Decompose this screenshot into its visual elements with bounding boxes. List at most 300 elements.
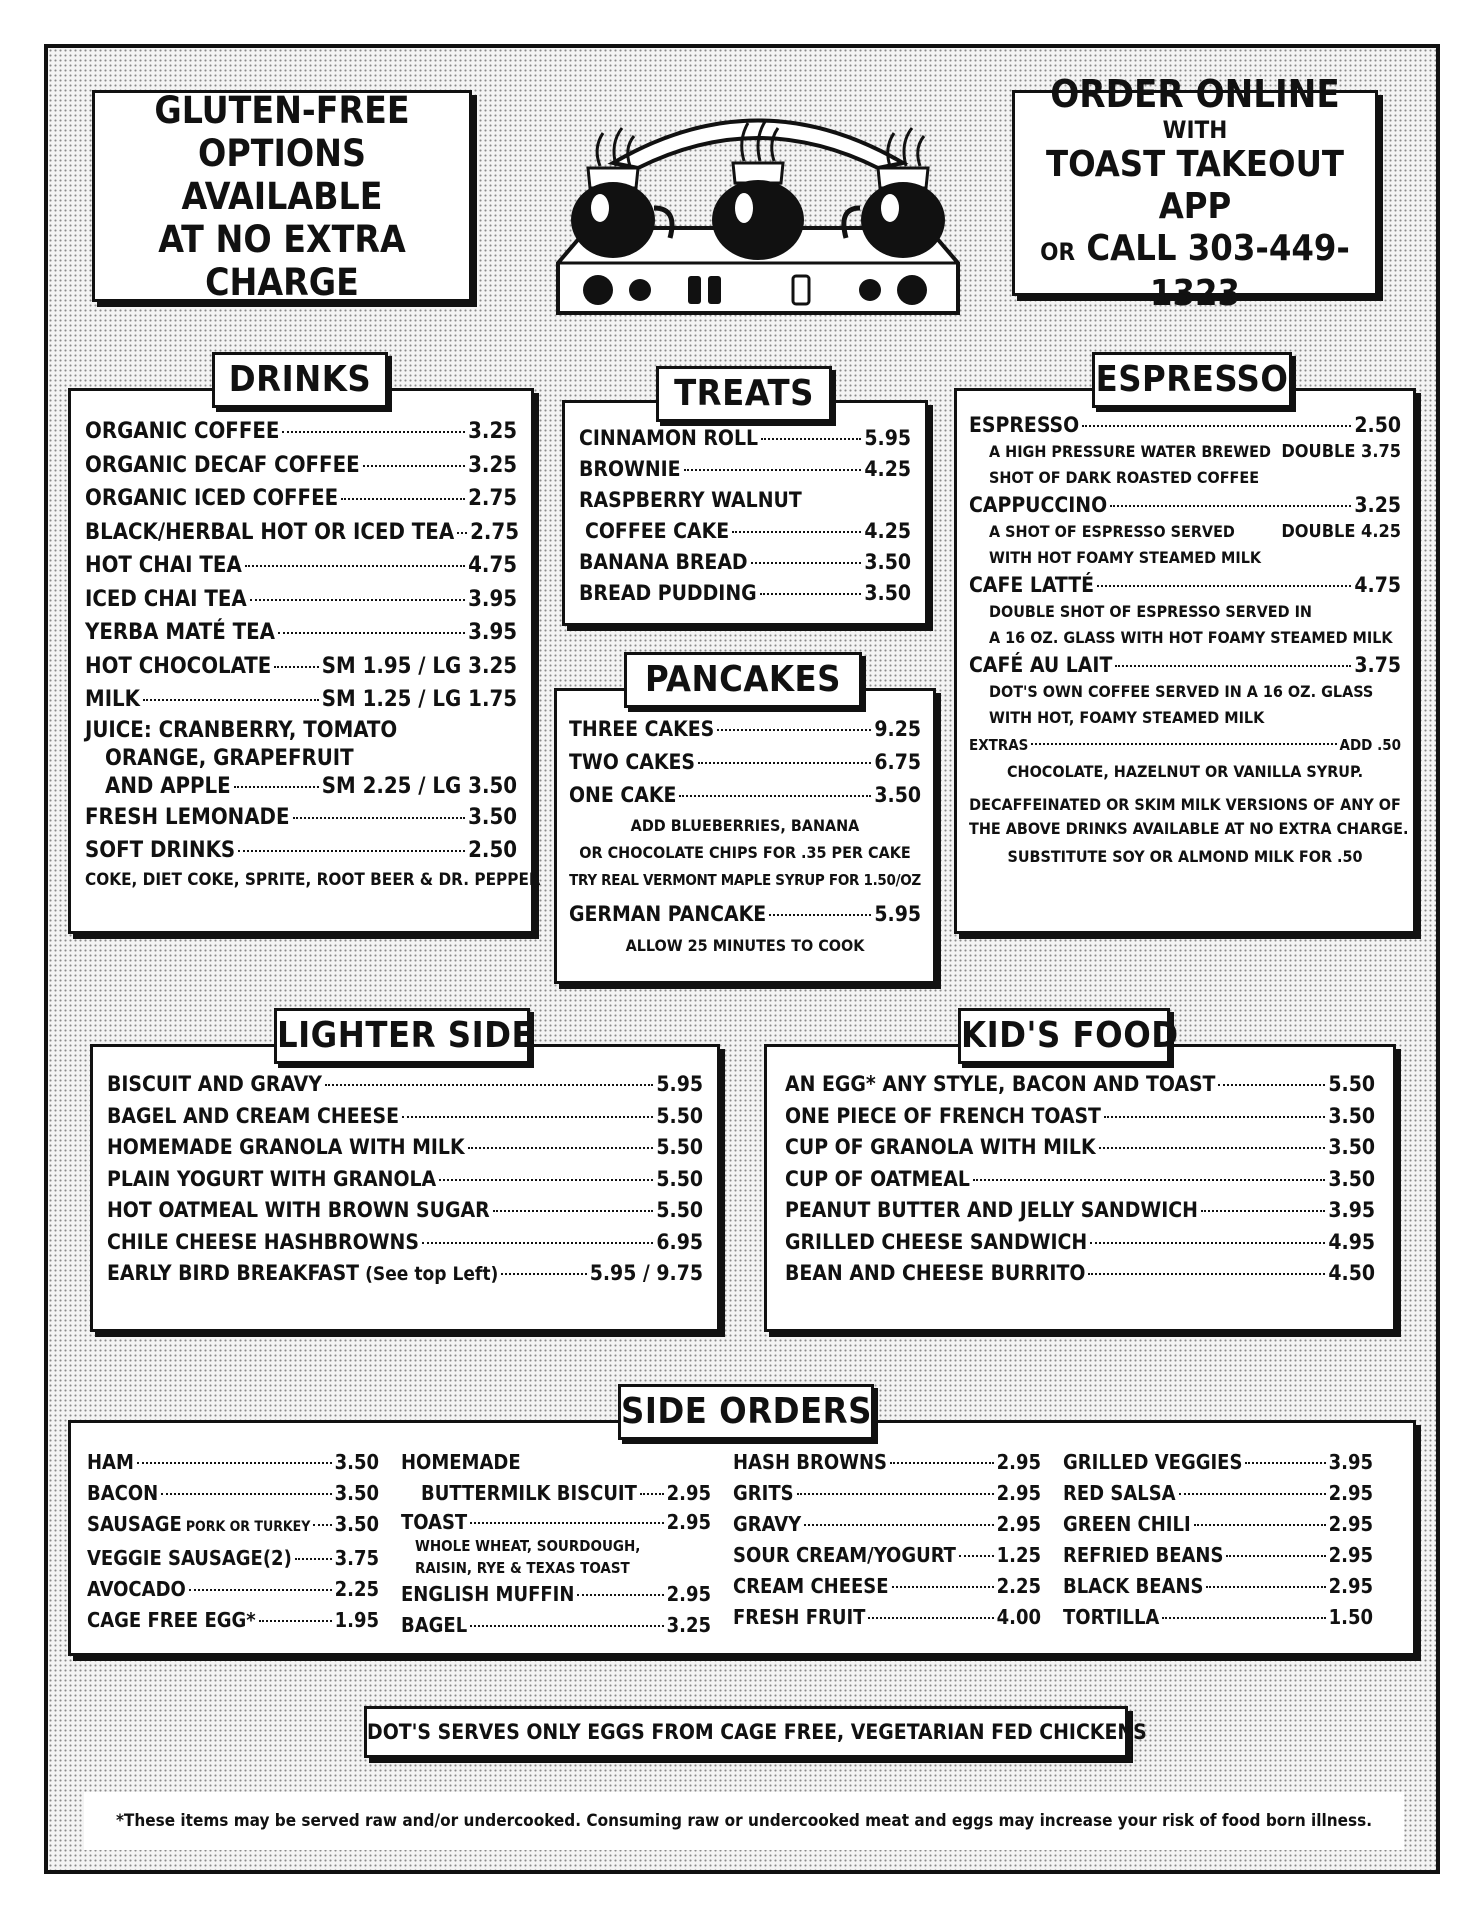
leader-dots bbox=[1090, 1242, 1325, 1244]
lighter-item bbox=[107, 1227, 703, 1259]
item-name: BLACK/HERBAL HOT OR ICED TEA bbox=[85, 519, 455, 545]
item-name: HOT CHOCOLATE bbox=[85, 653, 272, 679]
side-item bbox=[1063, 1447, 1373, 1478]
item-price: 3.50 bbox=[864, 550, 911, 574]
latte-desc-2: A 16 OZ. GLASS WITH HOT FOAMY STEAMED MILK bbox=[989, 628, 1393, 647]
item-price: 5.50 bbox=[656, 1166, 703, 1191]
item-name: CHILE CHEESE HASHBROWNS bbox=[107, 1229, 419, 1254]
item-name: ENGLISH MUFFIN bbox=[401, 1582, 575, 1606]
item-name: ONE PIECE OF FRENCH TOAST bbox=[785, 1103, 1101, 1128]
side-item bbox=[87, 1605, 379, 1636]
leader-dots bbox=[890, 1462, 994, 1464]
item-price: 3.50 bbox=[334, 1450, 379, 1474]
item-name: ESPRESSO bbox=[969, 413, 1080, 437]
leader-dots bbox=[439, 1179, 653, 1181]
leader-dots bbox=[363, 465, 466, 467]
item-name: CUP OF OATMEAL bbox=[785, 1166, 970, 1191]
drinks-item bbox=[85, 616, 517, 650]
leader-dots bbox=[797, 1493, 994, 1495]
item-price: ADD .50 bbox=[1339, 736, 1401, 754]
item-name: REFRIED BEANS bbox=[1063, 1543, 1224, 1567]
coffee-pots-illustration bbox=[518, 68, 998, 328]
leader-dots bbox=[402, 1116, 653, 1118]
espresso-item bbox=[969, 571, 1401, 599]
juice-line-2: ORANGE, GRAPEFRUIT bbox=[105, 745, 354, 771]
item-price: 1.50 bbox=[1328, 1605, 1373, 1629]
espresso-title: ESPRESSO bbox=[1092, 352, 1292, 408]
espresso-item bbox=[969, 651, 1401, 679]
treats-item bbox=[579, 516, 911, 547]
leader-dots bbox=[973, 1179, 1325, 1181]
item-name: PEANUT BUTTER AND JELLY SANDWICH bbox=[785, 1198, 1198, 1222]
side-orders-column-1 bbox=[87, 1447, 379, 1653]
side-orders-section bbox=[68, 1420, 1416, 1656]
item-price: 3.95 bbox=[468, 586, 517, 612]
item-price: 2.95 bbox=[1328, 1543, 1373, 1567]
leader-dots bbox=[684, 469, 862, 471]
item-name: SOFT DRINKS bbox=[85, 838, 236, 863]
item-price: 3.50 bbox=[1328, 1166, 1375, 1191]
kids-food-title: KID'S FOOD bbox=[958, 1008, 1170, 1064]
side-item bbox=[1063, 1478, 1373, 1509]
pancakes-title: PANCAKES bbox=[624, 652, 862, 708]
leader-dots bbox=[1104, 1116, 1325, 1118]
item-price: 3.95 bbox=[1328, 1198, 1375, 1222]
homemade-label: HOMEMADE bbox=[401, 1450, 521, 1474]
item-price: 6.75 bbox=[874, 750, 921, 774]
item-name: GREEN CHILI bbox=[1063, 1512, 1191, 1536]
item-price: 3.25 bbox=[1354, 493, 1401, 517]
leader-dots bbox=[732, 531, 861, 533]
drinks-item bbox=[85, 773, 517, 801]
espresso-item bbox=[969, 731, 1401, 759]
drinks-item bbox=[85, 683, 517, 717]
side-item bbox=[1063, 1540, 1373, 1571]
side-item bbox=[733, 1540, 1041, 1571]
item-name: ICED CHAI TEA bbox=[85, 586, 247, 612]
item-name: CAGE FREE EGG* bbox=[87, 1608, 256, 1632]
drinks-title: DRINKS bbox=[212, 352, 388, 408]
pancake-note-4: ALLOW 25 MINUTES TO COOK bbox=[625, 936, 865, 955]
leader-dots bbox=[1206, 1586, 1325, 1588]
side-item bbox=[733, 1571, 1041, 1602]
espresso-item bbox=[969, 411, 1401, 439]
item-name: BISCUIT AND GRAVY bbox=[107, 1072, 322, 1096]
item-price: 4.75 bbox=[468, 553, 517, 578]
item-price: 2.95 bbox=[666, 1510, 711, 1534]
menu-page bbox=[44, 44, 1440, 1874]
kids-item bbox=[785, 1258, 1375, 1290]
item-name: ORGANIC ICED COFFEE bbox=[85, 486, 339, 511]
treats-item bbox=[579, 454, 911, 485]
leader-dots bbox=[717, 729, 871, 731]
leader-dots bbox=[274, 666, 318, 668]
item-price: 5.50 bbox=[656, 1135, 703, 1159]
item-name: SAUSAGE bbox=[87, 1512, 182, 1536]
treats-item bbox=[579, 547, 911, 578]
leader-dots bbox=[137, 1462, 332, 1464]
item-name: GERMAN PANCAKE bbox=[569, 902, 767, 926]
toast-note-2: RAISIN, RYE & TEXAS TOAST bbox=[415, 1559, 630, 1577]
item-price: 3.75 bbox=[334, 1546, 379, 1570]
leader-dots bbox=[751, 562, 862, 564]
side-item bbox=[87, 1509, 379, 1543]
order-online-line-1: ORDER ONLINE bbox=[1050, 71, 1340, 116]
pancake-note-2: OR CHOCOLATE CHIPS FOR .35 PER CAKE bbox=[579, 843, 911, 862]
leader-dots bbox=[161, 1493, 331, 1495]
item-price: 3.95 bbox=[1328, 1450, 1373, 1474]
cappuccino-desc bbox=[969, 519, 1401, 545]
side-item bbox=[401, 1579, 711, 1610]
lighter-side-section bbox=[90, 1044, 720, 1332]
side-orders-column-4 bbox=[1063, 1447, 1373, 1653]
side-item bbox=[733, 1447, 1041, 1478]
side-item bbox=[1063, 1509, 1373, 1540]
item-name: COFFEE CAKE bbox=[585, 519, 730, 543]
sausage-note: PORK OR TURKEY bbox=[185, 1519, 311, 1535]
item-price: 5.95 bbox=[874, 902, 921, 926]
leader-dots bbox=[295, 1558, 332, 1560]
espresso-desc-1: A HIGH PRESSURE WATER BREWED bbox=[989, 442, 1271, 461]
early-bird-note: (See top Left) bbox=[365, 1263, 499, 1285]
drinks-item bbox=[85, 449, 517, 483]
item-name: GRILLED CHEESE SANDWICH bbox=[785, 1229, 1088, 1254]
item-price: 4.50 bbox=[1328, 1261, 1375, 1285]
toast-note-1: WHOLE WHEAT, SOURDOUGH, bbox=[415, 1537, 641, 1555]
extras-desc: CHOCOLATE, HAZELNUT OR VANILLA SYRUP. bbox=[1006, 762, 1364, 781]
item-price: 2.95 bbox=[1328, 1574, 1373, 1598]
pancake-note-1: ADD BLUEBERRIES, BANANA bbox=[630, 816, 860, 835]
item-name: RED SALSA bbox=[1063, 1481, 1176, 1505]
aulait-desc-1: DOT'S OWN COFFEE SERVED IN A 16 OZ. GLASS bbox=[989, 682, 1374, 701]
item-name: VEGGIE SAUSAGE(2) bbox=[87, 1546, 292, 1570]
drinks-item bbox=[85, 415, 517, 449]
item-price: 3.75 bbox=[1354, 653, 1401, 677]
leader-dots bbox=[1110, 505, 1351, 507]
leader-dots bbox=[501, 1273, 586, 1275]
lighter-item bbox=[107, 1164, 703, 1196]
item-name: CAFÉ AU LAIT bbox=[969, 653, 1113, 677]
item-price: 3.50 bbox=[334, 1481, 379, 1505]
leader-dots bbox=[1115, 665, 1351, 667]
item-name: CAPPUCCINO bbox=[969, 493, 1108, 517]
raspberry-walnut-line: RASPBERRY WALNUT bbox=[579, 488, 802, 512]
item-name: YERBA MATÉ TEA bbox=[85, 620, 275, 645]
side-item bbox=[401, 1509, 711, 1535]
cappuccino-double: DOUBLE 4.25 bbox=[1281, 521, 1401, 542]
leader-dots bbox=[282, 431, 465, 433]
leader-dots bbox=[234, 786, 319, 788]
item-price: 2.95 bbox=[1328, 1512, 1373, 1536]
juice-line-1: JUICE: CRANBERRY, TOMATO bbox=[85, 717, 398, 743]
treats-item bbox=[579, 578, 911, 609]
item-name: BEAN AND CHEESE BURRITO bbox=[785, 1261, 1086, 1285]
leader-dots bbox=[1099, 1147, 1326, 1149]
item-price: SM 1.25 / LG 1.75 bbox=[321, 687, 517, 712]
item-name: BANANA BREAD bbox=[579, 550, 748, 574]
pancakes-item bbox=[569, 898, 921, 931]
item-price: 9.25 bbox=[874, 717, 921, 741]
item-price: 3.50 bbox=[1328, 1135, 1375, 1159]
item-price: 2.95 bbox=[996, 1450, 1041, 1474]
item-name: EXTRAS bbox=[969, 736, 1029, 754]
side-orders-column-3 bbox=[733, 1447, 1041, 1653]
leader-dots bbox=[238, 850, 465, 852]
treats-item bbox=[579, 423, 911, 454]
item-name: MILK bbox=[85, 687, 141, 712]
leader-dots bbox=[892, 1586, 994, 1588]
order-online-line-2: WITH bbox=[1162, 115, 1228, 144]
order-online-line-3: TOAST TAKEOUT APP bbox=[1046, 143, 1344, 227]
item-price: 2.95 bbox=[666, 1481, 711, 1505]
item-name: BAGEL AND CREAM CHEESE bbox=[107, 1103, 400, 1128]
item-name: HASH BROWNS bbox=[733, 1450, 887, 1474]
leader-dots bbox=[1245, 1462, 1325, 1464]
leader-dots bbox=[1218, 1084, 1325, 1086]
espresso-desc-2: SHOT OF DARK ROASTED COFFEE bbox=[989, 468, 1260, 487]
leader-dots bbox=[422, 1242, 653, 1244]
item-name: AN EGG* ANY STYLE, BACON AND TOAST bbox=[785, 1072, 1216, 1096]
item-name: ORGANIC DECAF COFFEE bbox=[85, 452, 360, 478]
pancakes-section bbox=[554, 688, 936, 984]
item-name: GRAVY bbox=[733, 1512, 802, 1536]
espresso-section bbox=[954, 388, 1416, 934]
lighter-item bbox=[107, 1101, 703, 1133]
kids-item bbox=[785, 1069, 1375, 1101]
item-name: GRITS bbox=[733, 1481, 794, 1505]
leader-dots bbox=[189, 1589, 332, 1591]
latte-desc-1: DOUBLE SHOT OF ESPRESSO SERVED IN bbox=[989, 602, 1312, 621]
leader-dots bbox=[457, 532, 467, 534]
leader-dots bbox=[698, 762, 871, 764]
item-name: ORGANIC COFFEE bbox=[85, 419, 280, 444]
leader-dots bbox=[761, 438, 861, 440]
item-price: 2.75 bbox=[470, 519, 519, 545]
item-name: BREAD PUDDING bbox=[579, 581, 757, 605]
order-online-box bbox=[1012, 71, 1378, 314]
drinks-section bbox=[68, 388, 541, 934]
item-price: 3.25 bbox=[666, 1613, 711, 1637]
item-name: FRESH LEMONADE bbox=[85, 804, 290, 830]
leader-dots bbox=[959, 1555, 994, 1557]
leader-dots bbox=[293, 817, 466, 819]
side-item bbox=[1063, 1571, 1373, 1602]
side-item bbox=[1063, 1602, 1373, 1633]
item-name: BACON bbox=[87, 1481, 159, 1505]
leader-dots bbox=[278, 632, 465, 634]
item-price: 2.95 bbox=[666, 1582, 711, 1606]
item-price: 5.50 bbox=[656, 1198, 703, 1222]
leader-dots bbox=[259, 1620, 332, 1622]
item-price: 2.25 bbox=[334, 1577, 379, 1601]
leader-dots bbox=[470, 1625, 663, 1627]
item-name: BROWNIE bbox=[579, 457, 681, 481]
espresso-desc bbox=[969, 439, 1401, 465]
leader-dots bbox=[577, 1594, 663, 1596]
item-name: HOMEMADE GRANOLA WITH MILK bbox=[107, 1135, 465, 1159]
item-price: 5.95 bbox=[864, 426, 911, 450]
soy-note: SUBSTITUTE SOY OR ALMOND MILK FOR .50 bbox=[1007, 847, 1363, 866]
item-name: TOAST bbox=[401, 1510, 468, 1534]
item-price: 2.95 bbox=[1328, 1481, 1373, 1505]
side-item bbox=[733, 1478, 1041, 1509]
leader-dots bbox=[1031, 743, 1336, 745]
item-price: 2.25 bbox=[996, 1574, 1041, 1598]
item-price: 3.50 bbox=[874, 783, 921, 807]
item-name: BAGEL bbox=[401, 1613, 468, 1637]
lighter-item bbox=[107, 1069, 703, 1101]
item-name: GRILLED VEGGIES bbox=[1063, 1450, 1243, 1474]
item-price: 2.95 bbox=[996, 1512, 1041, 1536]
side-item bbox=[401, 1478, 711, 1509]
lighter-item bbox=[107, 1258, 703, 1291]
item-name: AND APPLE bbox=[105, 773, 231, 799]
drinks-item bbox=[85, 549, 517, 583]
leader-dots bbox=[1088, 1273, 1325, 1275]
item-price: 5.95 bbox=[656, 1072, 703, 1096]
item-price: 2.50 bbox=[1354, 413, 1401, 437]
item-price: 5.95 / 9.75 bbox=[589, 1261, 703, 1285]
decaf-note-2: THE ABOVE DRINKS AVAILABLE AT NO EXTRA CHARGE. bbox=[969, 819, 1409, 838]
item-price: 2.50 bbox=[468, 838, 517, 863]
kids-food-section bbox=[764, 1044, 1396, 1332]
kids-item bbox=[785, 1227, 1375, 1259]
coffee-pots-icon bbox=[518, 68, 998, 328]
leader-dots bbox=[868, 1617, 993, 1619]
leader-dots bbox=[1201, 1210, 1325, 1212]
leader-dots bbox=[341, 498, 465, 500]
aulait-desc-2: WITH HOT, FOAMY STEAMED MILK bbox=[989, 708, 1265, 727]
item-price: 3.95 bbox=[468, 620, 517, 645]
kids-item bbox=[785, 1132, 1375, 1164]
pancakes-item bbox=[569, 746, 921, 779]
item-price: SM 1.95 / LG 3.25 bbox=[321, 653, 517, 679]
item-price: 4.25 bbox=[864, 519, 911, 543]
item-price: 3.50 bbox=[864, 581, 911, 605]
item-price: SM 2.25 / LG 3.50 bbox=[321, 773, 517, 799]
item-name: PLAIN YOGURT WITH GRANOLA bbox=[107, 1166, 437, 1191]
item-name: SOUR CREAM/YOGURT bbox=[733, 1543, 956, 1567]
order-online-phone[interactable]: CALL 303-449-1323 bbox=[1086, 227, 1350, 314]
item-price: 5.50 bbox=[656, 1103, 703, 1128]
drinks-item bbox=[85, 516, 517, 550]
lighter-side-title: LIGHTER SIDE bbox=[274, 1008, 530, 1064]
leader-dots bbox=[143, 699, 319, 701]
leader-dots bbox=[804, 1524, 993, 1526]
pancakes-item bbox=[569, 779, 921, 812]
item-name: HAM bbox=[87, 1450, 134, 1474]
item-price: 6.95 bbox=[656, 1229, 703, 1254]
lighter-item bbox=[107, 1195, 703, 1227]
order-online-or: OR bbox=[1040, 237, 1076, 266]
leader-dots bbox=[1179, 1493, 1326, 1495]
item-price: 3.50 bbox=[1328, 1103, 1375, 1128]
item-name: AVOCADO bbox=[87, 1577, 186, 1601]
side-item bbox=[87, 1574, 379, 1605]
pancake-note-3: TRY REAL VERMONT MAPLE SYRUP FOR 1.50/OZ bbox=[569, 871, 921, 889]
order-online-line-4 bbox=[1015, 228, 1375, 315]
cappuccino-desc-1: A SHOT OF ESPRESSO SERVED bbox=[989, 522, 1235, 541]
leader-dots bbox=[1082, 425, 1351, 427]
item-name: TORTILLA bbox=[1063, 1605, 1160, 1629]
side-item bbox=[87, 1447, 379, 1478]
item-name: THREE CAKES bbox=[569, 717, 715, 741]
item-price: 2.75 bbox=[468, 486, 517, 511]
leader-dots bbox=[640, 1493, 664, 1495]
item-name: HOT OATMEAL WITH BROWN SUGAR bbox=[107, 1198, 490, 1222]
side-item bbox=[733, 1602, 1041, 1633]
side-item bbox=[87, 1478, 379, 1509]
leader-dots bbox=[769, 914, 871, 916]
item-name: TWO CAKES bbox=[569, 750, 696, 774]
item-price: 3.50 bbox=[334, 1512, 379, 1536]
side-item bbox=[733, 1509, 1041, 1540]
lighter-item bbox=[107, 1132, 703, 1164]
item-price: 5.50 bbox=[1328, 1072, 1375, 1096]
item-price: 4.95 bbox=[1328, 1229, 1375, 1254]
item-price: 3.50 bbox=[468, 804, 517, 830]
item-name: BUTTERMILK BISCUIT bbox=[421, 1481, 637, 1505]
leader-dots bbox=[313, 1524, 331, 1526]
espresso-double: DOUBLE 3.75 bbox=[1281, 441, 1401, 462]
side-orders-title: SIDE ORDERS bbox=[618, 1384, 874, 1440]
soft-drinks-note: COKE, DIET COKE, SPRITE, ROOT BEER & DR. PEPPER bbox=[85, 869, 541, 890]
kids-item bbox=[785, 1164, 1375, 1196]
item-name: EARLY BIRD BREAKFAST bbox=[107, 1261, 360, 1285]
item-name: ONE CAKE bbox=[569, 783, 677, 807]
leader-dots bbox=[1194, 1524, 1326, 1526]
drinks-item bbox=[85, 834, 517, 868]
disclaimer-strip bbox=[84, 1792, 1404, 1850]
item-price: 4.00 bbox=[996, 1605, 1041, 1629]
item-price: 1.95 bbox=[334, 1608, 379, 1632]
gluten-free-box bbox=[92, 90, 472, 302]
gluten-free-line-2: OPTIONS AVAILABLE bbox=[181, 131, 383, 218]
side-item bbox=[87, 1543, 379, 1574]
side-orders-column-2 bbox=[401, 1447, 711, 1653]
item-name: CINNAMON ROLL bbox=[579, 426, 759, 450]
raw-food-disclaimer: *These items may be served raw and/or undercooked. Consuming raw or undercooked meat and eggs may increase your risk of food born illness. bbox=[115, 1811, 1373, 1831]
gluten-free-line-1: GLUTEN-FREE bbox=[154, 88, 410, 132]
treats-title: TREATS bbox=[656, 366, 832, 422]
espresso-item bbox=[969, 491, 1401, 519]
drinks-item bbox=[85, 583, 517, 617]
drinks-item bbox=[85, 801, 517, 835]
item-price: 3.25 bbox=[468, 419, 517, 444]
leader-dots bbox=[1162, 1617, 1325, 1619]
cappuccino-desc-2: WITH HOT FOAMY STEAMED MILK bbox=[989, 548, 1262, 567]
kids-item bbox=[785, 1101, 1375, 1133]
drinks-item bbox=[85, 650, 517, 684]
gluten-free-line-3: AT NO EXTRA CHARGE bbox=[158, 217, 406, 304]
item-name: FRESH FRUIT bbox=[733, 1605, 866, 1629]
leader-dots bbox=[470, 1522, 663, 1524]
item-price: 4.25 bbox=[864, 457, 911, 481]
cage-free-eggs-banner: DOT'S SERVES ONLY EGGS FROM CAGE FREE, VEGETARIAN FED CHICKENS bbox=[364, 1706, 1128, 1758]
leader-dots bbox=[760, 593, 862, 595]
item-price: 2.95 bbox=[996, 1481, 1041, 1505]
side-item bbox=[401, 1610, 711, 1641]
leader-dots bbox=[245, 565, 465, 567]
leader-dots bbox=[679, 795, 871, 797]
leader-dots bbox=[1097, 585, 1351, 587]
leader-dots bbox=[250, 599, 465, 601]
item-name: CUP OF GRANOLA WITH MILK bbox=[785, 1135, 1096, 1159]
item-price: 4.75 bbox=[1354, 573, 1401, 597]
item-name: CAFE LATTÉ bbox=[969, 573, 1095, 597]
decaf-note-1: DECAFFEINATED OR SKIM MILK VERSIONS OF ANY OF bbox=[969, 795, 1401, 814]
item-name: BLACK BEANS bbox=[1063, 1574, 1204, 1598]
